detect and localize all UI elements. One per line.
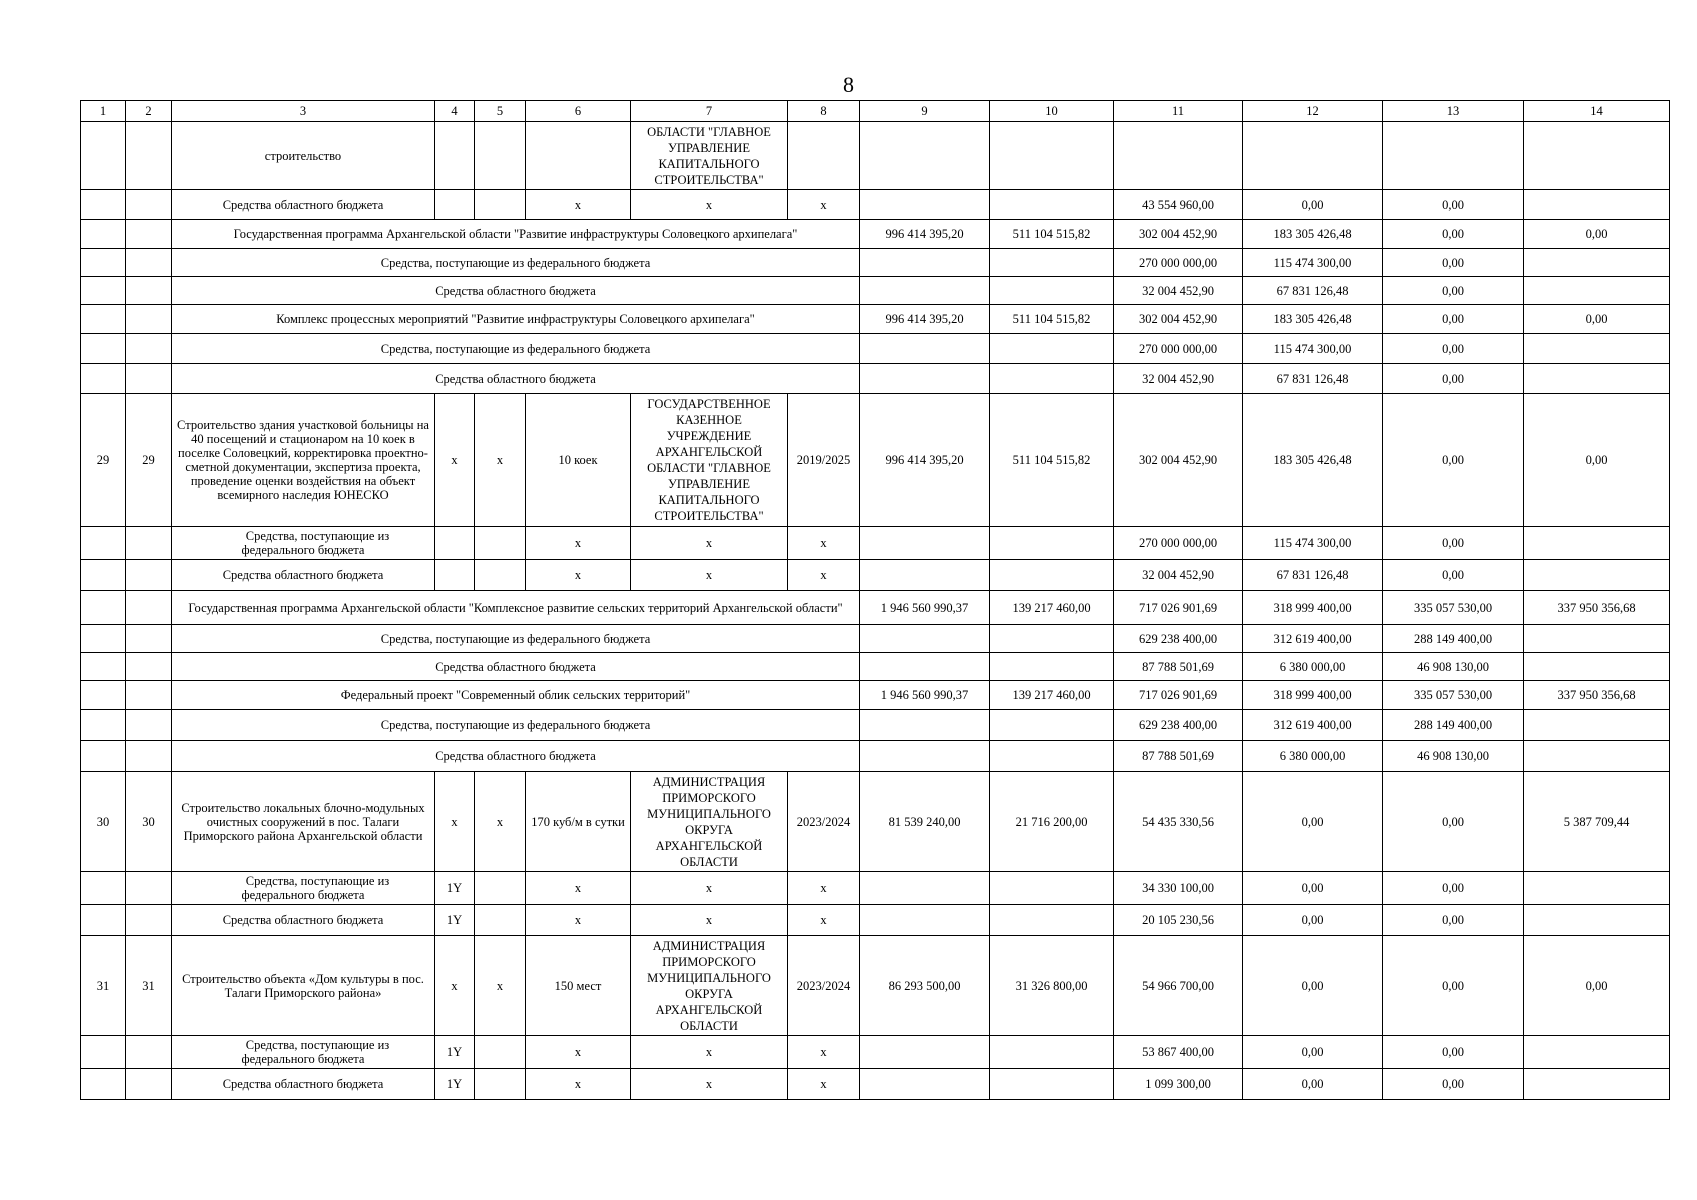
cell: 46 908 130,00 bbox=[1383, 741, 1524, 772]
cell: 288 149 400,00 bbox=[1383, 625, 1524, 653]
cell: 335 057 530,00 bbox=[1383, 591, 1524, 625]
table-row bbox=[81, 681, 1670, 710]
cell: 0,00 bbox=[1243, 936, 1383, 1036]
table-row bbox=[81, 591, 1670, 625]
row-name-line: Средства, поступающие из bbox=[245, 1038, 390, 1052]
cell: 21 716 200,00 bbox=[990, 772, 1114, 872]
cell: 270 000 000,00 bbox=[1114, 249, 1243, 277]
cell: х bbox=[526, 905, 631, 936]
cell: 115 474 300,00 bbox=[1243, 334, 1383, 364]
cell: 1Y bbox=[435, 1069, 475, 1100]
cell: 0,00 bbox=[1383, 394, 1524, 527]
cell: 53 867 400,00 bbox=[1114, 1036, 1243, 1069]
cell: 302 004 452,90 bbox=[1114, 220, 1243, 249]
cell: 0,00 bbox=[1383, 872, 1524, 905]
column-header: 14 bbox=[1524, 101, 1670, 122]
row-name: Средства, поступающие из федерального бюджета bbox=[172, 249, 860, 277]
column-header: 4 bbox=[435, 101, 475, 122]
cell: 139 217 460,00 bbox=[990, 591, 1114, 625]
cell: 511 104 515,82 bbox=[990, 305, 1114, 334]
row-name: Средства областного бюджета bbox=[172, 653, 860, 681]
cell: 43 554 960,00 bbox=[1114, 190, 1243, 220]
cell: х bbox=[435, 772, 475, 872]
cell: х bbox=[435, 394, 475, 527]
row-number: 30 bbox=[126, 772, 172, 872]
cell: 0,00 bbox=[1383, 527, 1524, 560]
row-name: Средства, поступающие из федерального бюджета bbox=[172, 710, 860, 741]
cell: 32 004 452,90 bbox=[1114, 560, 1243, 591]
cell: 0,00 bbox=[1524, 220, 1670, 249]
cell: х bbox=[631, 560, 788, 591]
row-name: Средства областного бюджета bbox=[172, 277, 860, 305]
customer-cell: ОБЛАСТИ "ГЛАВНОЕ УПРАВЛЕНИЕ КАПИТАЛЬНОГО СТРОИТЕЛЬСТВА" bbox=[631, 122, 788, 190]
row-number: 31 bbox=[81, 936, 126, 1036]
cell: 87 788 501,69 bbox=[1114, 653, 1243, 681]
cell: 0,00 bbox=[1243, 905, 1383, 936]
column-header: 9 bbox=[860, 101, 990, 122]
column-header: 5 bbox=[475, 101, 526, 122]
program-title: Федеральный проект "Современный облик сельских территорий" bbox=[172, 681, 860, 710]
table-row bbox=[81, 527, 1670, 560]
cell: 0,00 bbox=[1383, 305, 1524, 334]
table-row bbox=[81, 364, 1670, 394]
row-name: Средства областного бюджета bbox=[172, 190, 435, 220]
object-name: Строительство объекта «Дом культуры в пос. Талаги Приморского района» bbox=[172, 936, 435, 1036]
cell: х bbox=[631, 905, 788, 936]
row-name-line: федерального бюджета bbox=[241, 543, 365, 557]
column-header: 6 bbox=[526, 101, 631, 122]
page-number: 8 bbox=[843, 72, 854, 97]
cell: 1Y bbox=[435, 872, 475, 905]
table-row bbox=[81, 122, 1670, 190]
column-header: 8 bbox=[788, 101, 860, 122]
row-name bbox=[172, 1036, 435, 1069]
cell: 629 238 400,00 bbox=[1114, 710, 1243, 741]
table-row bbox=[81, 905, 1670, 936]
cell: 511 104 515,82 bbox=[990, 394, 1114, 527]
cell: 0,00 bbox=[1383, 249, 1524, 277]
column-header: 13 bbox=[1383, 101, 1524, 122]
row-name: Средства областного бюджета bbox=[172, 905, 435, 936]
cell: 335 057 530,00 bbox=[1383, 681, 1524, 710]
table-row bbox=[81, 772, 1670, 872]
cell: 6 380 000,00 bbox=[1243, 741, 1383, 772]
cell: х bbox=[788, 1036, 860, 1069]
table-row bbox=[81, 305, 1670, 334]
cell: х bbox=[631, 872, 788, 905]
row-number: 31 bbox=[126, 936, 172, 1036]
table-row bbox=[81, 625, 1670, 653]
cell: 629 238 400,00 bbox=[1114, 625, 1243, 653]
cell: 46 908 130,00 bbox=[1383, 653, 1524, 681]
cell: 0,00 bbox=[1383, 905, 1524, 936]
cell: х bbox=[526, 527, 631, 560]
cell: 87 788 501,69 bbox=[1114, 741, 1243, 772]
cell: 0,00 bbox=[1383, 772, 1524, 872]
row-name: Средства, поступающие из федерального бюджета bbox=[172, 334, 860, 364]
column-number-row bbox=[81, 101, 1670, 122]
cell: 1Y bbox=[435, 905, 475, 936]
cell: 6 380 000,00 bbox=[1243, 653, 1383, 681]
cell: 0,00 bbox=[1524, 305, 1670, 334]
capacity-cell: 170 куб/м в сутки bbox=[526, 772, 631, 872]
table-row bbox=[81, 560, 1670, 591]
cell: 0,00 bbox=[1383, 334, 1524, 364]
cell: 183 305 426,48 bbox=[1243, 220, 1383, 249]
cell: 717 026 901,69 bbox=[1114, 591, 1243, 625]
program-title: Государственная программа Архангельской области "Комплексное развитие сельских территорий Архангельской области" bbox=[172, 591, 860, 625]
cell: х bbox=[526, 190, 631, 220]
period-cell: 2023/2024 bbox=[788, 772, 860, 872]
row-name: Средства областного бюджета bbox=[172, 560, 435, 591]
table-row bbox=[81, 220, 1670, 249]
table-row bbox=[81, 394, 1670, 527]
cell: 270 000 000,00 bbox=[1114, 527, 1243, 560]
cell: 32 004 452,90 bbox=[1114, 277, 1243, 305]
object-name: Строительство локальных блочно-модульных очистных сооружений в пос. Талаги Приморского района Архангельской области bbox=[172, 772, 435, 872]
cell: 0,00 bbox=[1243, 190, 1383, 220]
cell: 54 966 700,00 bbox=[1114, 936, 1243, 1036]
cell: 0,00 bbox=[1383, 364, 1524, 394]
cell: х bbox=[435, 936, 475, 1036]
cell: 34 330 100,00 bbox=[1114, 872, 1243, 905]
cell: 1 099 300,00 bbox=[1114, 1069, 1243, 1100]
table-row bbox=[81, 277, 1670, 305]
cell: х bbox=[788, 190, 860, 220]
cell: 0,00 bbox=[1524, 394, 1670, 527]
cell: х bbox=[526, 1069, 631, 1100]
cell: 0,00 bbox=[1383, 277, 1524, 305]
cell: х bbox=[475, 772, 526, 872]
cell: х bbox=[788, 905, 860, 936]
cell: х bbox=[526, 1036, 631, 1069]
cell: х bbox=[788, 560, 860, 591]
column-header: 1 bbox=[81, 101, 126, 122]
cell: 0,00 bbox=[1243, 1069, 1383, 1100]
cell: 302 004 452,90 bbox=[1114, 305, 1243, 334]
cell: 312 619 400,00 bbox=[1243, 625, 1383, 653]
cell: 67 831 126,48 bbox=[1243, 277, 1383, 305]
cell: 5 387 709,44 bbox=[1524, 772, 1670, 872]
budget-table bbox=[80, 100, 1670, 1100]
capacity-cell: 150 мест bbox=[526, 936, 631, 1036]
cell: 1 946 560 990,37 bbox=[860, 681, 990, 710]
row-name-line: Средства, поступающие из bbox=[245, 874, 390, 888]
table-row bbox=[81, 710, 1670, 741]
table-row bbox=[81, 1069, 1670, 1100]
cell: 996 414 395,20 bbox=[860, 220, 990, 249]
cell: 1 946 560 990,37 bbox=[860, 591, 990, 625]
table-row bbox=[81, 653, 1670, 681]
row-name bbox=[172, 527, 435, 560]
cell: 312 619 400,00 bbox=[1243, 710, 1383, 741]
cell: 0,00 bbox=[1383, 190, 1524, 220]
cell: х bbox=[631, 1036, 788, 1069]
cell: 288 149 400,00 bbox=[1383, 710, 1524, 741]
cell: 0,00 bbox=[1243, 772, 1383, 872]
cell: х bbox=[631, 527, 788, 560]
cell: 0,00 bbox=[1383, 1036, 1524, 1069]
cell: 996 414 395,20 bbox=[860, 305, 990, 334]
period-cell: 2019/2025 bbox=[788, 394, 860, 527]
row-name: Средства областного бюджета bbox=[172, 741, 860, 772]
row-name: Средства областного бюджета bbox=[172, 364, 860, 394]
cell: х bbox=[526, 560, 631, 591]
customer-cell: ГОСУДАРСТВЕННОЕ КАЗЕННОЕ УЧРЕЖДЕНИЕ АРХАНГЕЛЬСКОЙ ОБЛАСТИ "ГЛАВНОЕ УПРАВЛЕНИЕ КАПИТАЛЬНОГО СТРОИТЕЛЬСТВА" bbox=[631, 394, 788, 527]
column-header: 7 bbox=[631, 101, 788, 122]
program-title: Государственная программа Архангельской области "Развитие инфраструктуры Соловецкого архипелага" bbox=[172, 220, 860, 249]
cell: 0,00 bbox=[1383, 936, 1524, 1036]
period-cell: 2023/2024 bbox=[788, 936, 860, 1036]
cell: 318 999 400,00 bbox=[1243, 681, 1383, 710]
table-row bbox=[81, 334, 1670, 364]
customer-cell: АДМИНИСТРАЦИЯ ПРИМОРСКОГО МУНИЦИПАЛЬНОГО ОКРУГА АРХАНГЕЛЬСКОЙ ОБЛАСТИ bbox=[631, 936, 788, 1036]
cell: 0,00 bbox=[1524, 936, 1670, 1036]
cell: 183 305 426,48 bbox=[1243, 305, 1383, 334]
cell: х bbox=[631, 1069, 788, 1100]
cell: 1Y bbox=[435, 1036, 475, 1069]
row-name-line: федерального бюджета bbox=[241, 888, 365, 902]
cell: 0,00 bbox=[1243, 872, 1383, 905]
cell: 0,00 bbox=[1383, 560, 1524, 591]
program-title: Комплекс процессных мероприятий "Развитие инфраструктуры Соловецкого архипелага" bbox=[172, 305, 860, 334]
column-header: 3 bbox=[172, 101, 435, 122]
column-header: 11 bbox=[1114, 101, 1243, 122]
row-number: 30 bbox=[81, 772, 126, 872]
cell: 0,00 bbox=[1383, 220, 1524, 249]
row-name: строительство bbox=[172, 122, 435, 190]
cell: 318 999 400,00 bbox=[1243, 591, 1383, 625]
table-row bbox=[81, 249, 1670, 277]
table-row bbox=[81, 1036, 1670, 1069]
cell: х bbox=[788, 527, 860, 560]
row-name-line: федерального бюджета bbox=[241, 1052, 365, 1066]
cell: 86 293 500,00 bbox=[860, 936, 990, 1036]
row-name: Средства областного бюджета bbox=[172, 1069, 435, 1100]
cell: 270 000 000,00 bbox=[1114, 334, 1243, 364]
customer-cell: АДМИНИСТРАЦИЯ ПРИМОРСКОГО МУНИЦИПАЛЬНОГО ОКРУГА АРХАНГЕЛЬСКОЙ ОБЛАСТИ bbox=[631, 772, 788, 872]
column-header: 2 bbox=[126, 101, 172, 122]
cell: 717 026 901,69 bbox=[1114, 681, 1243, 710]
row-number: 29 bbox=[81, 394, 126, 527]
row-name bbox=[172, 872, 435, 905]
table-row bbox=[81, 190, 1670, 220]
cell: х bbox=[475, 936, 526, 1036]
cell: 115 474 300,00 bbox=[1243, 249, 1383, 277]
cell: 20 105 230,56 bbox=[1114, 905, 1243, 936]
cell: х bbox=[526, 872, 631, 905]
cell: 337 950 356,68 bbox=[1524, 681, 1670, 710]
column-header: 12 bbox=[1243, 101, 1383, 122]
cell: 996 414 395,20 bbox=[860, 394, 990, 527]
cell: х bbox=[631, 190, 788, 220]
cell: 0,00 bbox=[1243, 1036, 1383, 1069]
cell: 31 326 800,00 bbox=[990, 936, 1114, 1036]
cell: 139 217 460,00 bbox=[990, 681, 1114, 710]
row-name: Средства, поступающие из федерального бюджета bbox=[172, 625, 860, 653]
table-row bbox=[81, 741, 1670, 772]
cell: 183 305 426,48 bbox=[1243, 394, 1383, 527]
cell: 67 831 126,48 bbox=[1243, 364, 1383, 394]
cell: 67 831 126,48 bbox=[1243, 560, 1383, 591]
cell: 0,00 bbox=[1383, 1069, 1524, 1100]
cell: 337 950 356,68 bbox=[1524, 591, 1670, 625]
cell: х bbox=[788, 872, 860, 905]
row-number: 29 bbox=[126, 394, 172, 527]
cell: х bbox=[475, 394, 526, 527]
row-name-line: Средства, поступающие из bbox=[245, 529, 390, 543]
capacity-cell: 10 коек bbox=[526, 394, 631, 527]
object-name: Строительство здания участковой больницы на 40 посещений и стационаром на 10 коек в поселке Соловецкий, корректировка проектно-сметной документации, экспертиза проекта, проведение оценки воздействия на объект всемирного наследия ЮНЕСКО bbox=[172, 394, 435, 527]
cell: 32 004 452,90 bbox=[1114, 364, 1243, 394]
table-row bbox=[81, 872, 1670, 905]
cell: 302 004 452,90 bbox=[1114, 394, 1243, 527]
cell: 81 539 240,00 bbox=[860, 772, 990, 872]
cell: 54 435 330,56 bbox=[1114, 772, 1243, 872]
cell: 511 104 515,82 bbox=[990, 220, 1114, 249]
column-header: 10 bbox=[990, 101, 1114, 122]
table-row bbox=[81, 936, 1670, 1036]
cell: х bbox=[788, 1069, 860, 1100]
cell: 115 474 300,00 bbox=[1243, 527, 1383, 560]
